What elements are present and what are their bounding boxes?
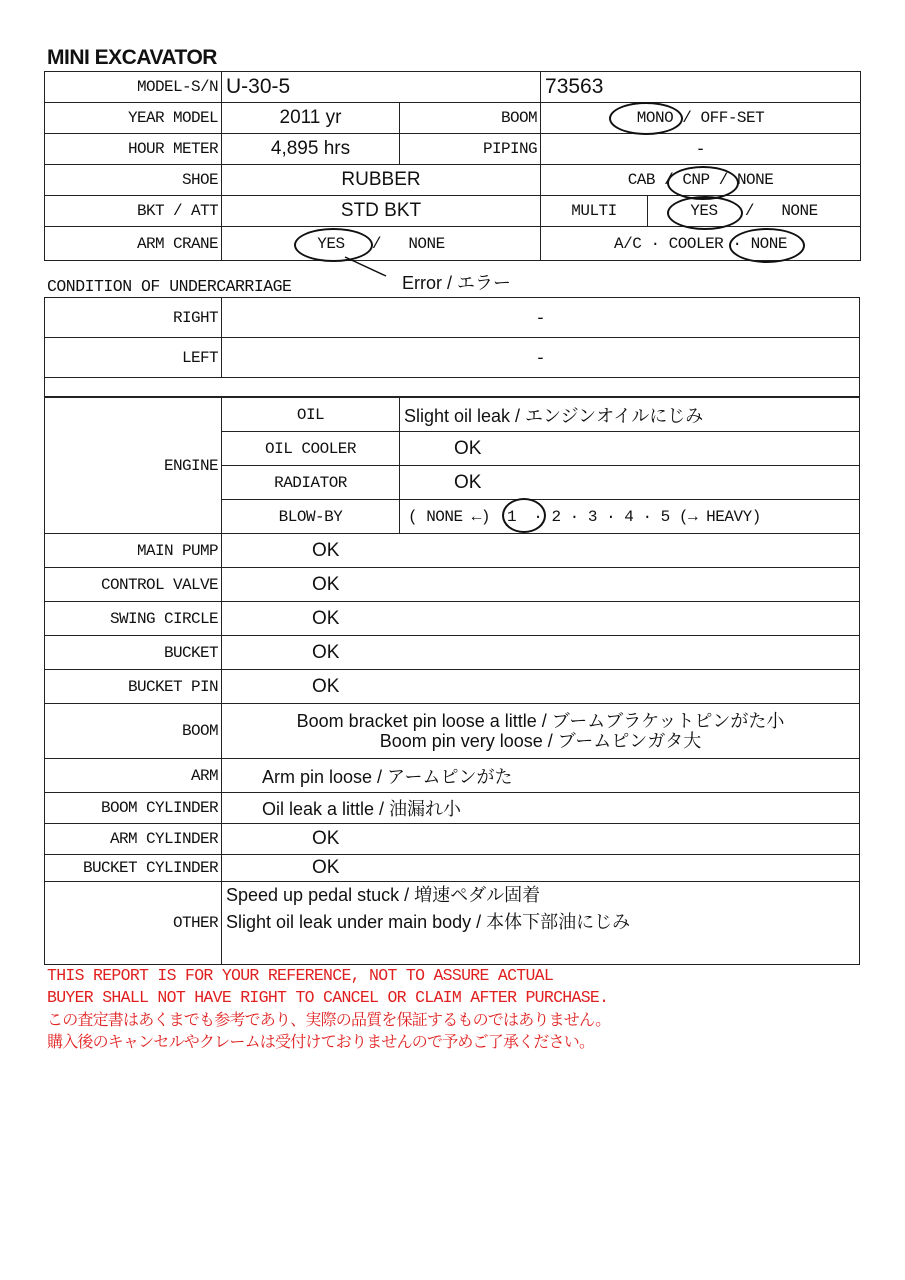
disclaimer bbox=[47, 965, 610, 1053]
multi-label: MULTI bbox=[541, 196, 648, 227]
control-valve-value: OK bbox=[222, 568, 860, 602]
blow-by-level-1: 1 bbox=[507, 507, 517, 526]
multi-separator: / bbox=[744, 202, 755, 220]
boom-mono-option: MONO bbox=[636, 109, 674, 127]
bucket-pin-label: BUCKET PIN bbox=[45, 670, 222, 704]
other-value bbox=[222, 882, 860, 965]
cab-none-option: / NONE bbox=[718, 171, 774, 189]
year-model-label: YEAR MODEL bbox=[45, 103, 222, 134]
cab-label: CAB / bbox=[627, 171, 674, 189]
boom-line-2: Boom pin very loose / ブームピンガタ大 bbox=[379, 731, 702, 751]
engine-label: ENGINE bbox=[45, 398, 222, 534]
blow-by-label: BLOW-BY bbox=[222, 500, 400, 534]
arm-cylinder-label: ARM CYLINDER bbox=[45, 824, 222, 855]
arm-crane-label: ARM CRANE bbox=[45, 227, 222, 261]
left-value: - bbox=[222, 338, 860, 378]
swing-circle-value: OK bbox=[222, 602, 860, 636]
bkt-att-label: BKT / ATT bbox=[45, 196, 222, 227]
boom-value bbox=[222, 704, 860, 759]
document-title: MINI EXCAVATOR bbox=[47, 46, 217, 69]
blow-by-scale bbox=[400, 500, 860, 534]
arm-crane-none-option: NONE bbox=[408, 234, 445, 253]
hours-value: 4,895 hrs bbox=[222, 134, 400, 165]
boom-separator: / bbox=[682, 109, 692, 127]
shoe-value: RUBBER bbox=[222, 165, 541, 196]
bucket-value: OK bbox=[222, 636, 860, 670]
undercarriage-heading: CONDITION OF UNDERCARRIAGE bbox=[47, 277, 292, 296]
other-label: OTHER bbox=[45, 882, 222, 965]
disclaimer-line-3: この査定書はあくまでも参考であり、実際の品質を保証するものではありません。 bbox=[47, 1010, 611, 1029]
ac-cooler-label: A/C · COOLER bbox=[614, 234, 724, 253]
condition-table bbox=[44, 397, 860, 965]
spacer-row bbox=[45, 378, 860, 397]
right-value: - bbox=[222, 298, 860, 338]
arm-cylinder-value: OK bbox=[222, 824, 860, 855]
arm-crane-yes-option: YES bbox=[317, 234, 345, 253]
blow-by-none: ( NONE ←) bbox=[408, 507, 490, 526]
undercarriage-table bbox=[44, 297, 860, 397]
ac-none-option: · NONE bbox=[732, 234, 787, 253]
multi-yes-option: YES bbox=[690, 202, 718, 220]
disclaimer-line-1: THIS REPORT IS FOR YOUR REFERENCE, NOT TO ASSURE ACTUAL bbox=[47, 966, 554, 985]
oil-label: OIL bbox=[222, 398, 400, 432]
oil-value: Slight oil leak / エンジンオイルにじみ bbox=[400, 398, 860, 432]
disclaimer-line-4: 購入後のキャンセルやクレームは受付けておりませんので予めご了承ください。 bbox=[47, 1032, 595, 1051]
disclaimer-line-2: BUYER SHALL NOT HAVE RIGHT TO CANCEL OR CLAIM AFTER PURCHASE. bbox=[47, 988, 609, 1007]
arm-crane-separator: / bbox=[371, 234, 382, 253]
swing-circle-label: SWING CIRCLE bbox=[45, 602, 222, 636]
multi-none-option: NONE bbox=[781, 202, 818, 220]
bkt-value: STD BKT bbox=[222, 196, 541, 227]
control-valve-label: CONTROL VALVE bbox=[45, 568, 222, 602]
bucket-label: BUCKET bbox=[45, 636, 222, 670]
other-line-1: Speed up pedal stuck / 増速ペダル固着 bbox=[226, 885, 541, 905]
serial-value: 73563 bbox=[541, 72, 861, 103]
boom-cylinder-value: Oil leak a little / 油漏れ小 bbox=[222, 793, 860, 824]
radiator-value: OK bbox=[400, 466, 860, 500]
model-sn-label: MODEL-S/N bbox=[45, 72, 222, 103]
boom-line-1: Boom bracket pin loose a little / ブームブラケットピンがた小 bbox=[296, 711, 785, 731]
bucket-cylinder-label: BUCKET CYLINDER bbox=[45, 855, 222, 882]
arm-label: ARM bbox=[45, 759, 222, 793]
piping-label: PIPING bbox=[400, 134, 541, 165]
boom-label: BOOM bbox=[45, 704, 222, 759]
main-pump-label: MAIN PUMP bbox=[45, 534, 222, 568]
error-note: Error / エラー bbox=[402, 273, 512, 293]
model-value: U-30-5 bbox=[222, 72, 541, 103]
other-line-2: Slight oil leak under main body / 本体下部油にじみ bbox=[226, 912, 631, 932]
cab-cnp-option: CNP bbox=[682, 171, 710, 189]
year-value: 2011 yr bbox=[222, 103, 400, 134]
boom-cylinder-label: BOOM CYLINDER bbox=[45, 793, 222, 824]
right-label: RIGHT bbox=[45, 298, 222, 338]
arm-value: Arm pin loose / アームピンがた bbox=[222, 759, 860, 793]
boom-type-label: BOOM bbox=[400, 103, 541, 134]
blow-by-levels: · 2 · 3 · 4 · 5 (→ HEAVY) bbox=[533, 507, 761, 526]
bucket-cylinder-value: OK bbox=[222, 855, 860, 882]
left-label: LEFT bbox=[45, 338, 222, 378]
oil-cooler-label: OIL COOLER bbox=[222, 432, 400, 466]
main-pump-value: OK bbox=[222, 534, 860, 568]
bucket-pin-value: OK bbox=[222, 670, 860, 704]
error-pointer-line bbox=[0, 0, 905, 300]
hour-meter-label: HOUR METER bbox=[45, 134, 222, 165]
boom-offset-option: OFF-SET bbox=[700, 109, 765, 127]
shoe-label: SHOE bbox=[45, 165, 222, 196]
oil-cooler-value: OK bbox=[400, 432, 860, 466]
piping-value: - bbox=[541, 134, 861, 165]
radiator-label: RADIATOR bbox=[222, 466, 400, 500]
